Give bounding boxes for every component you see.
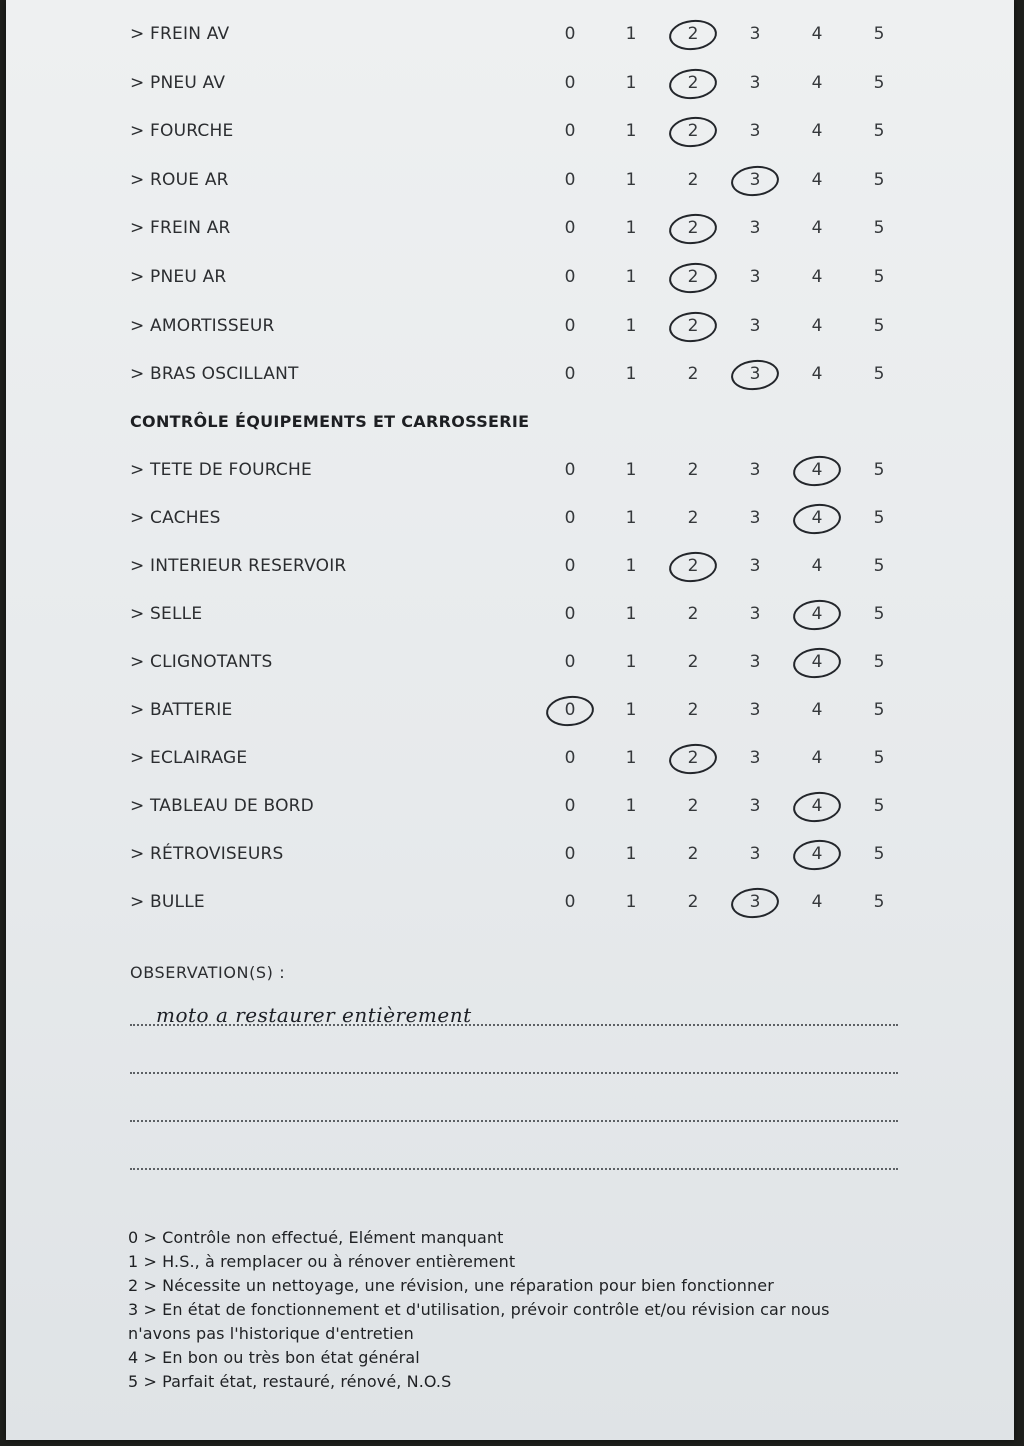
score-option: 5 <box>873 796 885 816</box>
score-circled: 2 <box>673 113 713 149</box>
score-option: 2 <box>687 169 699 190</box>
rating-row <box>6 548 1014 584</box>
score-option: 3 <box>749 700 761 720</box>
score-option: 3 <box>749 748 761 768</box>
score-circled: 2 <box>673 210 713 246</box>
observation-line <box>130 1166 898 1170</box>
score-option: 2 <box>687 700 699 720</box>
rating-row <box>6 644 1014 680</box>
score-option: 3 <box>749 267 761 287</box>
score-option: 1 <box>625 892 637 912</box>
score-circled: 4 <box>797 500 837 536</box>
item-label: > SELLE <box>130 604 203 624</box>
item-label: > FREIN AR <box>130 218 231 239</box>
score-circled: 2 <box>673 308 713 344</box>
section-title: CONTRÔLE ÉQUIPEMENTS ET CARROSSERIE <box>130 412 530 431</box>
score-option: 3 <box>749 218 761 239</box>
score-option: 5 <box>873 892 885 912</box>
score-option: 5 <box>873 364 885 385</box>
observation-line <box>130 1118 898 1122</box>
score-option: 2 <box>687 508 699 528</box>
score-circled: 2 <box>673 259 713 295</box>
score-option: 0 <box>564 556 576 576</box>
score-option: 5 <box>873 652 885 672</box>
score-option: 5 <box>873 700 885 720</box>
rating-row <box>6 162 1014 198</box>
score-circled: 4 <box>797 644 837 680</box>
score-option: 3 <box>749 72 761 93</box>
item-label: > CACHES <box>130 508 221 528</box>
score-option: 2 <box>687 892 699 912</box>
score-option: 5 <box>873 169 885 190</box>
score-option: 0 <box>564 267 576 287</box>
score-option: 3 <box>749 604 761 624</box>
score-option: 1 <box>625 169 637 190</box>
score-option: 3 <box>749 24 761 44</box>
rating-row <box>6 210 1014 246</box>
score-option: 1 <box>625 24 637 44</box>
rating-row <box>6 788 1014 824</box>
score-option: 0 <box>564 218 576 239</box>
legend-line: n'avons pas l'historique d'entretien <box>128 1324 414 1343</box>
score-option: 0 <box>564 796 576 816</box>
handwritten-observation: moto a restaurer entièrement <box>156 1003 472 1027</box>
item-label: > TETE DE FOURCHE <box>130 460 312 480</box>
item-label: > ROUE AR <box>130 169 229 190</box>
rating-row <box>6 740 1014 776</box>
score-option: 2 <box>687 796 699 816</box>
score-option: 4 <box>811 892 823 912</box>
inspection-sheet <box>6 0 1014 1440</box>
score-option: 5 <box>873 844 885 864</box>
score-option: 0 <box>564 169 576 190</box>
score-circled: 2 <box>673 548 713 584</box>
score-option: 0 <box>564 315 576 336</box>
rating-row <box>6 113 1014 149</box>
score-option: 2 <box>687 652 699 672</box>
rating-row <box>6 65 1014 101</box>
item-label: > BULLE <box>130 892 205 912</box>
rating-row <box>6 356 1014 392</box>
score-option: 1 <box>625 844 637 864</box>
score-option: 0 <box>564 364 576 385</box>
score-circled: 3 <box>735 884 775 920</box>
rating-row <box>6 500 1014 536</box>
score-option: 5 <box>873 508 885 528</box>
score-option: 4 <box>811 72 823 93</box>
score-option: 1 <box>625 121 637 142</box>
score-option: 4 <box>811 267 823 287</box>
score-option: 1 <box>625 364 637 385</box>
score-option: 1 <box>625 460 637 480</box>
score-option: 5 <box>873 556 885 576</box>
score-option: 4 <box>811 24 823 44</box>
legend-line: 5 > Parfait état, restauré, rénové, N.O.S <box>128 1372 452 1391</box>
observation-line <box>130 1070 898 1074</box>
score-option: 5 <box>873 315 885 336</box>
item-label: > BATTERIE <box>130 700 233 720</box>
score-circled: 4 <box>797 788 837 824</box>
score-circled: 2 <box>673 16 713 52</box>
score-circled: 2 <box>673 65 713 101</box>
item-label: > PNEU AR <box>130 267 227 287</box>
score-option: 1 <box>625 748 637 768</box>
rating-row <box>6 884 1014 920</box>
score-option: 0 <box>564 892 576 912</box>
score-option: 5 <box>873 72 885 93</box>
rating-legend <box>128 1226 918 1394</box>
score-option: 3 <box>749 652 761 672</box>
score-option: 5 <box>873 218 885 239</box>
item-label: > INTERIEUR RESERVOIR <box>130 556 347 576</box>
item-label: > RÉTROVISEURS <box>130 844 284 864</box>
legend-line: 1 > H.S., à remplacer ou à rénover entièrement <box>128 1252 516 1271</box>
item-label: > FOURCHE <box>130 121 234 142</box>
score-option: 0 <box>564 460 576 480</box>
score-option: 3 <box>749 556 761 576</box>
observations-title: OBSERVATION(S) : <box>130 963 286 982</box>
legend-line: 3 > En état de fonctionnement et d'utilisation, prévoir contrôle et/ou révision car nous <box>128 1300 830 1319</box>
rating-row <box>6 836 1014 872</box>
score-option: 4 <box>811 218 823 239</box>
score-option: 1 <box>625 72 637 93</box>
item-label: > AMORTISSEUR <box>130 315 275 336</box>
score-circled: 4 <box>797 452 837 488</box>
item-label: > PNEU AV <box>130 72 226 93</box>
score-option: 1 <box>625 267 637 287</box>
rating-row <box>6 596 1014 632</box>
score-circled: 4 <box>797 836 837 872</box>
score-circled: 3 <box>735 356 775 392</box>
item-label: > CLIGNOTANTS <box>130 652 273 672</box>
observation-line <box>130 1022 898 1026</box>
score-option: 2 <box>687 844 699 864</box>
score-option: 0 <box>564 844 576 864</box>
score-option: 2 <box>687 604 699 624</box>
score-option: 4 <box>811 169 823 190</box>
rating-row <box>6 452 1014 488</box>
score-option: 3 <box>749 315 761 336</box>
score-circled: 3 <box>735 162 775 198</box>
score-circled: 2 <box>673 740 713 776</box>
score-option: 5 <box>873 460 885 480</box>
rating-row <box>6 692 1014 728</box>
score-option: 5 <box>873 604 885 624</box>
score-option: 1 <box>625 796 637 816</box>
score-option: 3 <box>749 121 761 142</box>
score-option: 5 <box>873 748 885 768</box>
score-option: 1 <box>625 700 637 720</box>
item-label: > FREIN AV <box>130 24 230 44</box>
score-option: 5 <box>873 121 885 142</box>
score-option: 0 <box>564 24 576 44</box>
score-option: 3 <box>749 508 761 528</box>
legend-line: 4 > En bon ou très bon état général <box>128 1348 420 1367</box>
score-option: 1 <box>625 315 637 336</box>
score-option: 5 <box>873 24 885 44</box>
score-option: 0 <box>564 652 576 672</box>
legend-line: 0 > Contrôle non effectué, Elément manquant <box>128 1228 504 1247</box>
score-option: 1 <box>625 604 637 624</box>
score-option: 3 <box>749 844 761 864</box>
score-option: 1 <box>625 508 637 528</box>
score-option: 5 <box>873 267 885 287</box>
score-option: 3 <box>749 796 761 816</box>
rating-row <box>6 308 1014 344</box>
score-option: 0 <box>564 508 576 528</box>
score-option: 4 <box>811 121 823 142</box>
score-option: 4 <box>811 700 823 720</box>
rating-row <box>6 16 1014 52</box>
score-option: 4 <box>811 748 823 768</box>
score-option: 1 <box>625 652 637 672</box>
score-option: 3 <box>749 460 761 480</box>
score-option: 2 <box>687 364 699 385</box>
score-option: 0 <box>564 121 576 142</box>
rating-row <box>6 259 1014 295</box>
item-label: > TABLEAU DE BORD <box>130 796 314 816</box>
score-option: 0 <box>564 748 576 768</box>
score-circled: 4 <box>797 596 837 632</box>
item-label: > ECLAIRAGE <box>130 748 248 768</box>
score-option: 4 <box>811 315 823 336</box>
score-circled: 0 <box>550 692 590 728</box>
score-option: 0 <box>564 604 576 624</box>
score-option: 1 <box>625 556 637 576</box>
score-option: 4 <box>811 364 823 385</box>
score-option: 0 <box>564 72 576 93</box>
score-option: 1 <box>625 218 637 239</box>
legend-line: 2 > Nécessite un nettoyage, une révision, une réparation pour bien fonctionner <box>128 1276 774 1295</box>
score-option: 2 <box>687 460 699 480</box>
score-option: 4 <box>811 556 823 576</box>
item-label: > BRAS OSCILLANT <box>130 364 299 385</box>
